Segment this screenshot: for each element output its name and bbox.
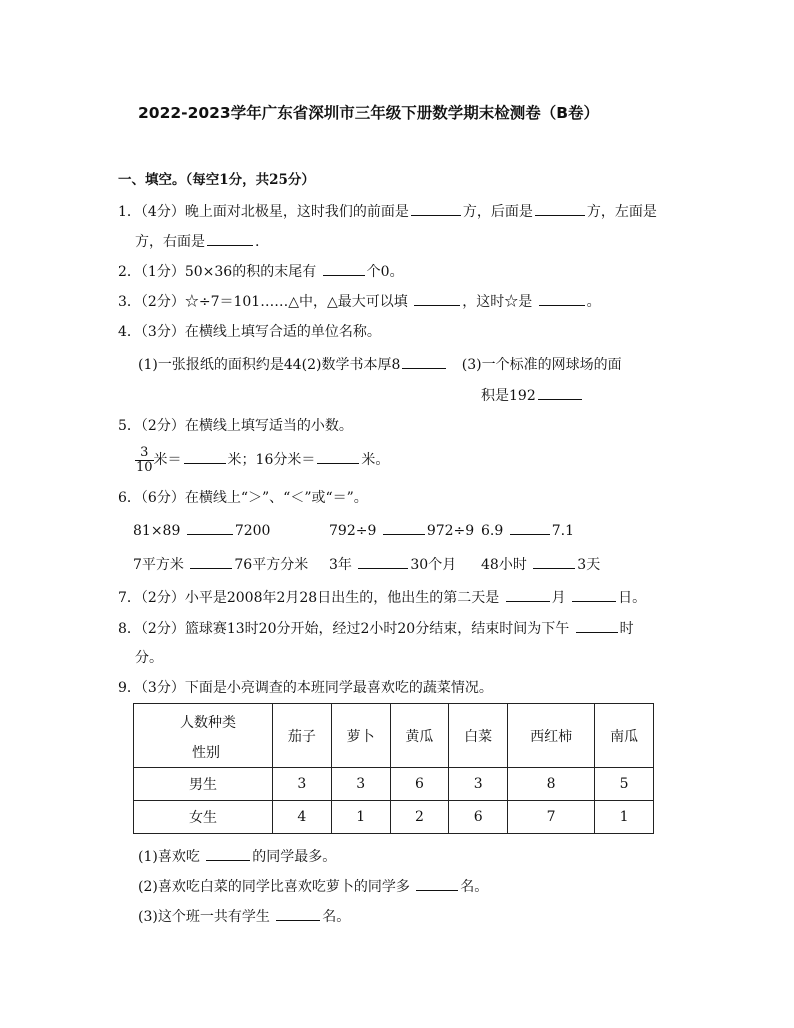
answer-blank[interactable]	[539, 291, 585, 306]
question-number: 7．	[118, 590, 141, 606]
compare-item	[133, 554, 308, 575]
answer-blank[interactable]	[510, 520, 550, 535]
question-1-cont	[135, 231, 259, 252]
table-header-cell: 白菜	[449, 704, 508, 768]
sub-question: (1)一张报纸的面积约是44	[138, 357, 302, 373]
compare-item	[329, 554, 456, 575]
answer-blank[interactable]	[190, 554, 232, 569]
question-text: 篮球赛13时20分开始，经过2小时20分结束，结束时间为下午	[184, 621, 570, 637]
question-text: 米。	[361, 452, 390, 468]
question-score: （4分）	[140, 204, 185, 220]
table-cell: 1	[331, 801, 390, 834]
sub-question-text: 名。	[460, 879, 489, 895]
answer-blank[interactable]	[317, 449, 359, 464]
answer-blank[interactable]	[576, 618, 618, 633]
question-text: 在横线上“＞”、“＜”或“＝”。	[184, 490, 368, 506]
question-6	[118, 488, 368, 508]
question-5-line	[135, 443, 389, 477]
question-text: 日。	[618, 590, 647, 606]
vegetable-survey-table	[133, 703, 654, 834]
question-text: 分。	[135, 650, 163, 666]
table-header-cell: 黄瓜	[390, 704, 449, 768]
sub-question-3	[138, 906, 350, 927]
table-cell: 3	[331, 768, 390, 801]
compare-left: 3年	[329, 557, 352, 573]
question-4-cont	[481, 385, 584, 406]
answer-blank[interactable]	[207, 231, 253, 246]
question-text: 小平是2008年2月28日出生的，他出生的第二天是	[184, 590, 500, 606]
question-score: （6分）	[140, 490, 185, 506]
question-number: 3．	[118, 294, 141, 310]
question-text: 在横线上填写适当的小数。	[184, 418, 353, 434]
question-score: （2分）	[140, 621, 185, 637]
answer-blank[interactable]	[538, 385, 582, 400]
answer-blank[interactable]	[184, 449, 226, 464]
table-header-cell: 西红柿	[508, 704, 595, 768]
question-text: 。	[586, 294, 601, 310]
table-cell: 3	[449, 768, 508, 801]
answer-blank[interactable]	[383, 520, 425, 535]
compare-right: 972÷9	[426, 523, 475, 539]
question-text: 下面是小亮调查的本班同学最喜欢吃的蔬菜情况。	[184, 680, 493, 696]
question-4-parts	[138, 354, 622, 375]
question-2	[118, 261, 404, 282]
compare-left: 792÷9	[329, 523, 377, 539]
question-score: （2分）	[140, 418, 185, 434]
question-text: ☆÷7＝101……△中，△最大可以填	[184, 294, 408, 310]
question-text: 米；16分米＝	[227, 452, 316, 468]
page-title: 2022-2023学年广东省深圳市三年级下册数学期末检测卷（B卷）	[138, 104, 600, 122]
table-cell: 6	[390, 768, 449, 801]
table-cell: 5	[595, 768, 654, 801]
question-score: （2分）	[140, 590, 185, 606]
question-text: .	[255, 234, 260, 250]
table-header-cell: 南瓜	[595, 704, 654, 768]
corner-label-bottom: 性别	[192, 745, 220, 761]
question-number: 2．	[118, 264, 141, 280]
fraction-denominator: 10	[136, 459, 153, 475]
question-text: 方，后面是	[462, 204, 533, 220]
question-number: 8．	[118, 621, 141, 637]
table-header-cell: 茄子	[273, 704, 332, 768]
question-8-cont	[135, 648, 163, 668]
compare-item	[481, 520, 574, 541]
question-5	[118, 416, 353, 436]
table-cell: 6	[449, 801, 508, 834]
sub-question-text: 的同学最多。	[252, 849, 337, 865]
table-row	[134, 768, 654, 801]
compare-right: 76平方分米	[234, 557, 309, 573]
sub-question: 积是192	[481, 388, 536, 404]
question-3	[118, 291, 601, 312]
question-text: 在横线上填写合适的单位名称。	[184, 324, 381, 340]
sub-question: (2)数学书本厚8	[301, 357, 401, 373]
answer-blank[interactable]	[535, 201, 585, 216]
table-cell: 3	[273, 768, 332, 801]
compare-right: 7200	[234, 523, 271, 539]
question-text: 个0。	[366, 264, 404, 280]
question-8	[118, 618, 634, 639]
table-cell: 4	[273, 801, 332, 834]
table-corner-cell	[134, 704, 273, 768]
answer-blank[interactable]	[416, 876, 458, 891]
question-number: 5．	[118, 418, 141, 434]
answer-blank[interactable]	[411, 201, 461, 216]
table-header-cell: 萝卜	[331, 704, 390, 768]
compare-right: 30个月	[410, 557, 457, 573]
sub-question-text: 名。	[322, 909, 351, 925]
corner-label-top: 人数种类	[180, 715, 236, 731]
answer-blank[interactable]	[533, 554, 575, 569]
sub-question-1	[138, 846, 336, 867]
question-number: 1．	[118, 204, 141, 220]
answer-blank[interactable]	[276, 906, 320, 921]
question-number: 9．	[118, 680, 141, 696]
question-text: 方，右面是	[135, 234, 205, 250]
sub-question-text: (2)喜欢吃白菜的同学比喜欢吃萝卜的同学多	[138, 879, 410, 895]
question-7	[118, 587, 646, 608]
table-cell: 1	[595, 801, 654, 834]
table-row	[134, 801, 654, 834]
answer-blank[interactable]	[187, 520, 233, 535]
question-number: 6．	[118, 490, 141, 506]
question-4	[118, 322, 381, 342]
sub-question-text: (3)这个班一共有学生	[138, 909, 270, 925]
compare-right: 7.1	[551, 523, 574, 539]
compare-right: 3天	[577, 557, 601, 573]
compare-item	[329, 520, 474, 541]
question-1	[118, 201, 657, 222]
question-number: 4．	[118, 324, 141, 340]
question-text: 晚上面对北极星，这时我们的前面是	[184, 204, 409, 220]
row-label: 女生	[134, 801, 273, 834]
answer-blank[interactable]	[323, 261, 365, 276]
question-text: 米＝	[153, 452, 182, 468]
compare-item	[481, 554, 600, 575]
sub-question: (3)一个标准的网球场的面	[461, 357, 622, 373]
question-9	[118, 678, 493, 698]
compare-left: 48小时	[481, 557, 527, 573]
question-score: （1分）	[140, 264, 185, 280]
question-score: （3分）	[140, 680, 185, 696]
answer-blank[interactable]	[414, 291, 460, 306]
question-text: 时	[619, 621, 634, 637]
row-label: 男生	[134, 768, 273, 801]
sub-question-text: (1)喜欢吃	[138, 849, 200, 865]
table-cell: 2	[390, 801, 449, 834]
answer-blank[interactable]	[358, 554, 408, 569]
question-score: （2分）	[140, 294, 185, 310]
answer-blank[interactable]	[206, 846, 250, 861]
question-text: 50×36的积的末尾有	[184, 264, 317, 280]
question-text: 月	[551, 590, 566, 606]
question-text: 方，左面是	[586, 204, 657, 220]
table-cell: 7	[508, 801, 595, 834]
compare-item	[133, 520, 270, 541]
compare-left: 81×89	[133, 523, 181, 539]
table-header-row	[134, 704, 654, 768]
compare-left: 6.9	[481, 523, 504, 539]
table-cell: 8	[508, 768, 595, 801]
sub-question-2	[138, 876, 488, 897]
question-text: ，这时☆是	[462, 294, 533, 310]
question-score: （3分）	[140, 324, 185, 340]
answer-blank[interactable]	[506, 587, 550, 602]
answer-blank[interactable]	[572, 587, 616, 602]
fraction	[135, 446, 154, 475]
section-heading: 一、填空。（每空1分，共25分）	[118, 172, 315, 188]
answer-blank[interactable]	[402, 354, 446, 369]
compare-left: 7平方米	[133, 557, 184, 573]
fraction-numerator: 3	[135, 446, 154, 461]
